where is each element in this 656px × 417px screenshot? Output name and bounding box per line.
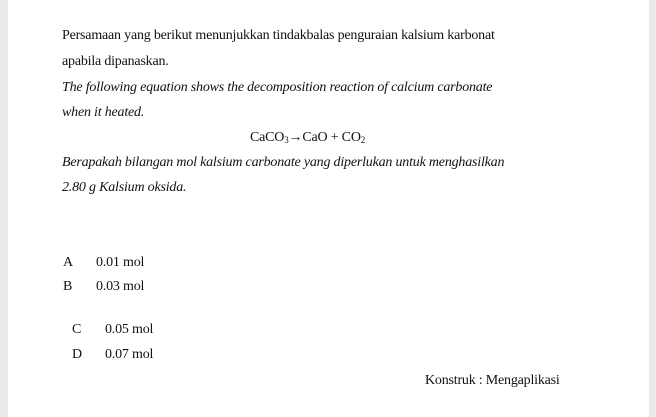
option-letter: B (63, 279, 73, 294)
equation-reactant-subscript: 3 (284, 135, 289, 145)
option-value: 0.07 mol (105, 347, 154, 362)
question-prompt-line2: 2.80 g Kalsium oksida. (62, 180, 187, 195)
option-letter: A (63, 255, 73, 270)
question-prompt-line1: Berapakah bilangan mol kalsium carbonate yang diperlukan untuk menghasilkan (62, 155, 505, 170)
option-value: 0.01 mol (96, 255, 145, 270)
option-letter: C (72, 322, 82, 337)
option-letter: D (72, 347, 82, 362)
equation-products: CaO + CO (302, 130, 361, 145)
chemical-equation (250, 130, 365, 146)
equation-product-subscript: 2 (360, 135, 366, 145)
option-value: 0.05 mol (105, 322, 154, 337)
equation-reactant: CaCO (250, 130, 285, 145)
document-page (8, 0, 649, 417)
question-malay-line1: Persamaan yang berikut menunjukkan tindakbalas penguraian kalsium karbonat (62, 28, 495, 43)
reaction-arrow-icon: → (288, 130, 303, 145)
question-malay-line2: apabila dipanaskan. (62, 54, 169, 69)
construct-label: Konstruk : Mengaplikasi (425, 373, 560, 388)
option-value: 0.03 mol (96, 279, 145, 294)
question-english-line1: The following equation shows the decomposition reaction of calcium carbonate (62, 80, 493, 95)
question-english-line2: when it heated. (62, 105, 145, 120)
